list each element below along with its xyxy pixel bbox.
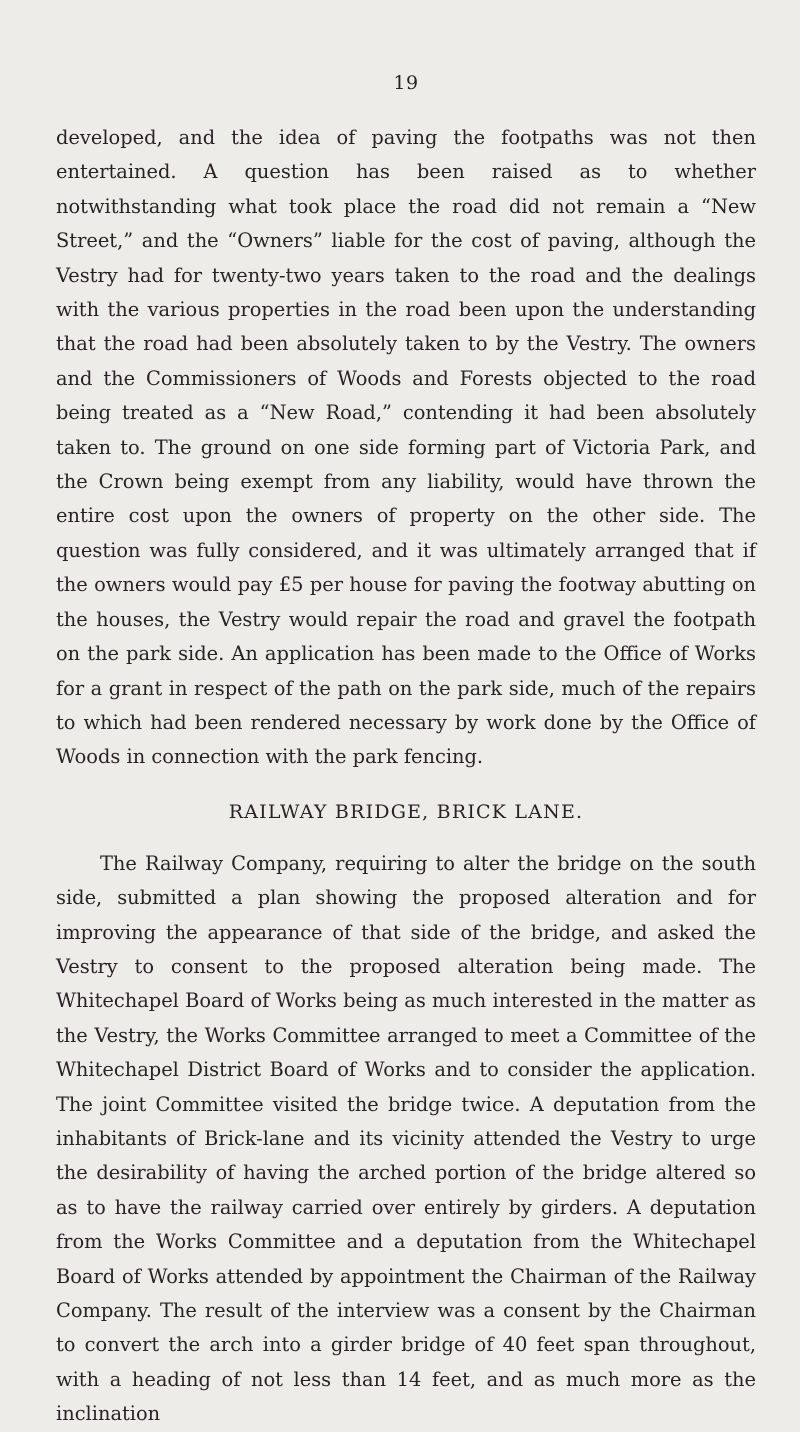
body-paragraph-continued: developed, and the idea of paving the footpaths was not then entertained. A question has been raised as to whether notwithstanding what took place the road did not remain a “New Street,” and the “Owners” liable for the cost of paving, although the Vestry had for twenty-two years taken to the road and the dealings with the various properties in the road been upon the understanding that the road had been absolutely taken to by the Vestry. The owners and the Commissioners of Woods and Forests objected to the road being treated as a “New Road,” contending it had been absolutely taken to. The ground on one side forming part of Victoria Park, and the Crown being exempt from any liability, would have thrown the entire cost upon the owners of property on the other side. The question was fully considered, and it was ultimately arranged that if the owners would pay £5 per house for paving the footway abutting on the houses, the Vestry would repair the road and gravel the footpath on the park side. An application has been made to the Office of Works for a grant in respect of the path on the park side, much of the repairs to which had been rendered necessary by work done by the Office of Woods in connection with the park fencing. — [56, 126, 756, 769]
page-number: 19 — [393, 72, 419, 94]
section-heading: RAILWAY BRIDGE, BRICK LANE. — [228, 800, 584, 823]
section-paragraph: The Railway Company, requiring to alter the bridge on the south side, submitted a plan showing the proposed alteration and for improving the appearance of that side of the bridge, and asked the Vestry to consent to the proposed alteration being made. The Whitechapel Board of Works being as much interested in the matter as the Vestry, the Works Committee arranged to meet a Committee of the Whitechapel District Board of Works and to consider the application. The joint Committee visited the bridge twice. A deputation from the inhabitants of Brick-lane and its vicinity attended the Vestry to urge the desirability of having the arched portion of the bridge altered so as to have the railway carried over entirely by girders. A deputation from the Works Committee and a deputation from the Whitechapel Board of Works attended by appointment the Chairman of the Railway Company. The result of the interview was a consent by the Chairman to convert the arch into a girder bridge of 40 feet span throughout, with a heading of not less than 14 feet, and as much more as the inclination — [56, 851, 756, 1426]
